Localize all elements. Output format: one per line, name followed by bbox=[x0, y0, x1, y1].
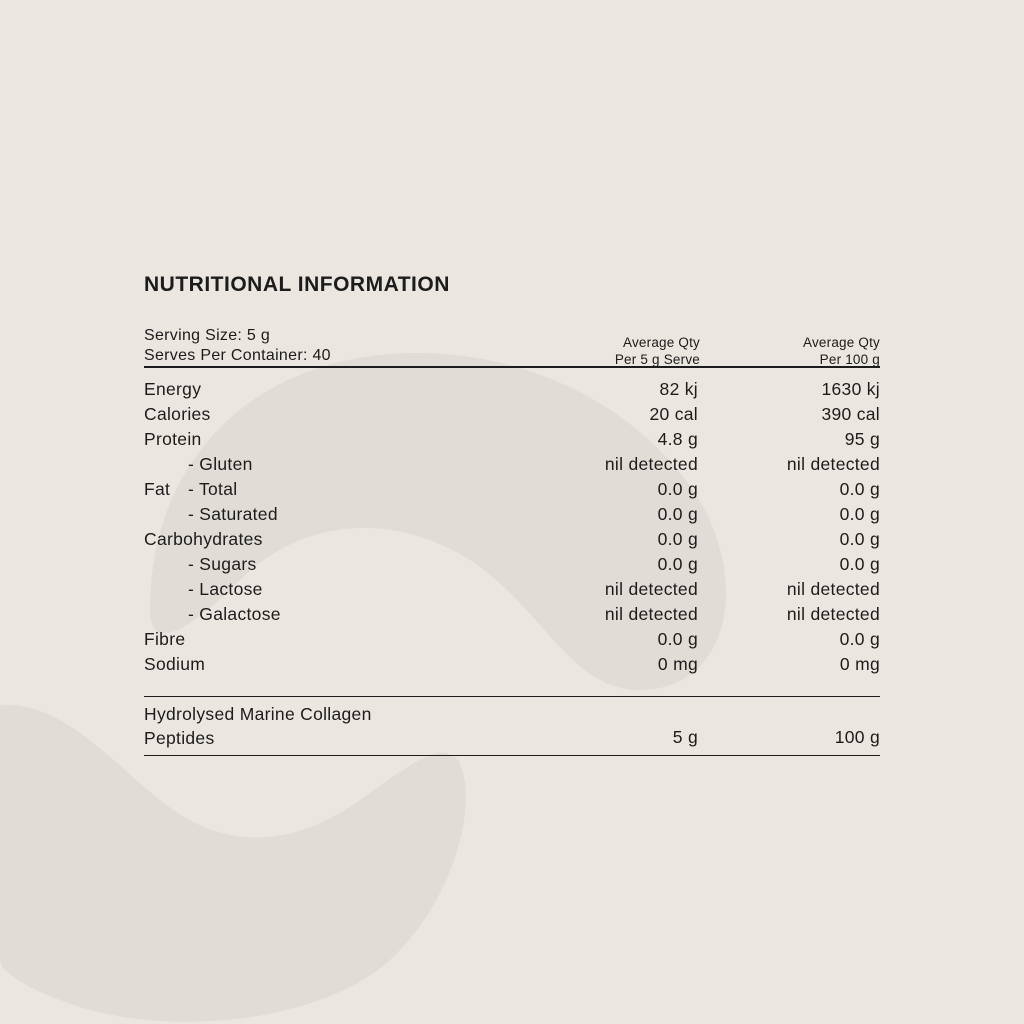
serving-size: Serving Size: 5 g bbox=[144, 327, 271, 344]
ingredient-value-per-100g: 100 g bbox=[834, 727, 880, 747]
nutrient-value-per-100g: 0.0 g bbox=[839, 479, 880, 499]
ingredient-row bbox=[144, 697, 880, 755]
nutrient-value-per-100g: 95 g bbox=[844, 429, 880, 449]
nutrient-label: Calories bbox=[144, 404, 211, 424]
nutrient-label: Protein bbox=[144, 429, 202, 449]
nutrient-value-per-serve: nil detected bbox=[604, 454, 698, 474]
nutrient-value-per-serve: nil detected bbox=[604, 579, 698, 599]
nutrient-value-per-100g: nil detected bbox=[786, 604, 880, 624]
panel-header bbox=[144, 298, 880, 366]
nutrient-value-per-100g: 390 cal bbox=[821, 404, 880, 424]
nutrient-sub-label: - Gluten bbox=[188, 454, 253, 474]
nutrient-value-per-serve: 0.0 g bbox=[657, 479, 698, 499]
nutrient-row bbox=[144, 552, 880, 577]
nutrient-value-per-100g: 1630 kj bbox=[821, 379, 880, 399]
nutrient-label: Energy bbox=[144, 379, 202, 399]
nutrient-row bbox=[144, 502, 880, 527]
nutrient-group-label: Fat bbox=[144, 479, 171, 499]
nutrient-value-per-serve: 0.0 g bbox=[657, 554, 698, 574]
nutrient-row bbox=[144, 527, 880, 552]
nutrient-value-per-100g: nil detected bbox=[786, 454, 880, 474]
nutrient-value-per-serve: 82 kj bbox=[659, 379, 698, 399]
nutrient-value-per-100g: 0.0 g bbox=[839, 554, 880, 574]
nutrition-panel bbox=[144, 272, 880, 756]
nutrient-rows bbox=[144, 368, 880, 696]
nutrient-value-per-serve: 4.8 g bbox=[657, 429, 698, 449]
nutrient-value-per-100g: 0.0 g bbox=[839, 629, 880, 649]
nutrient-value-per-serve: nil detected bbox=[604, 604, 698, 624]
serving-info bbox=[144, 326, 331, 366]
column-header-per-100g-line2: Per 100 g bbox=[819, 352, 880, 367]
nutrient-value-per-100g: 0.0 g bbox=[839, 529, 880, 549]
nutrient-row bbox=[144, 377, 880, 402]
nutrient-sub-label: - Galactose bbox=[188, 604, 281, 624]
nutrient-row bbox=[144, 427, 880, 452]
nutrient-sub-label: - Lactose bbox=[188, 579, 263, 599]
ingredient-value-per-serve: 5 g bbox=[672, 727, 698, 747]
nutrient-label: Carbohydrates bbox=[144, 529, 263, 549]
nutrient-label: Fibre bbox=[144, 629, 186, 649]
nutrient-value-per-serve: 0.0 g bbox=[657, 529, 698, 549]
nutrient-value-per-serve: 20 cal bbox=[649, 404, 698, 424]
panel-title: NUTRITIONAL INFORMATION bbox=[144, 273, 450, 296]
nutrient-value-per-serve: 0 mg bbox=[657, 654, 698, 674]
nutrient-row bbox=[144, 477, 880, 502]
nutrient-sub-label: - Total bbox=[188, 479, 238, 499]
nutrient-row bbox=[144, 652, 880, 677]
nutrient-sub-label: - Saturated bbox=[188, 504, 278, 524]
nutrient-label: Sodium bbox=[144, 654, 206, 674]
column-header-per-serve-line2: Per 5 g Serve bbox=[614, 352, 700, 367]
nutrient-sub-label: - Sugars bbox=[188, 554, 257, 574]
nutrient-row bbox=[144, 627, 880, 652]
column-header-per-serve-line1: Average Qty bbox=[623, 335, 700, 350]
column-header-per-serve bbox=[615, 334, 700, 368]
column-header-per-100g-line1: Average Qty bbox=[803, 335, 880, 350]
nutrient-row bbox=[144, 602, 880, 627]
ingredient-divider-bottom bbox=[144, 755, 880, 756]
nutrient-value-per-100g: 0.0 g bbox=[839, 504, 880, 524]
nutrient-value-per-serve: 0.0 g bbox=[657, 504, 698, 524]
nutrient-value-per-100g: nil detected bbox=[786, 579, 880, 599]
nutrient-row bbox=[144, 577, 880, 602]
serves-per-container: Serves Per Container: 40 bbox=[144, 347, 331, 364]
nutrient-value-per-100g: 0 mg bbox=[839, 654, 880, 674]
nutrient-row bbox=[144, 402, 880, 427]
ingredient-label: Hydrolysed Marine Collagen Peptides bbox=[144, 704, 372, 748]
column-header-per-100g bbox=[803, 334, 880, 368]
nutrient-value-per-serve: 0.0 g bbox=[657, 629, 698, 649]
nutrient-row bbox=[144, 452, 880, 477]
